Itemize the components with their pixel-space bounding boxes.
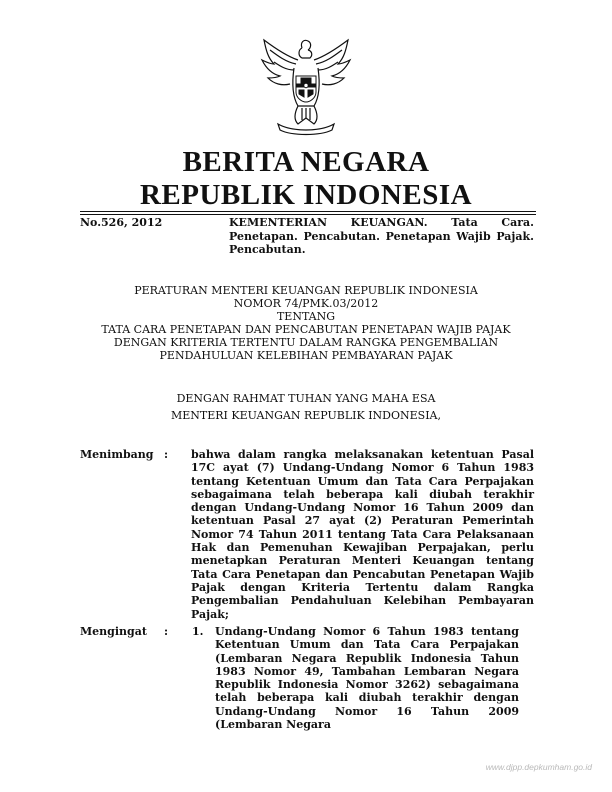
considering-label: Menimbang — [80, 448, 154, 461]
regulation-issuer: PERATURAN MENTERI KEUANGAN REPUBLIK INDONESIA — [134, 284, 478, 297]
minister-line: MENTERI KEUANGAN REPUBLIK INDONESIA, — [170, 409, 442, 422]
footer-url: www.djpp.depkumham.go.id — [485, 762, 592, 772]
gazette-title-line2: REPUBLIK INDONESIA — [139, 179, 473, 211]
recalling-label: Mengingat — [80, 625, 147, 638]
considering-colon: : — [164, 448, 169, 461]
regulation-number: NOMOR 74/PMK.03/2012 — [233, 297, 379, 310]
garuda-emblem-icon — [258, 38, 354, 138]
regulation-about: TENTANG — [276, 310, 336, 323]
gazette-number: No.526, 2012 — [80, 216, 163, 229]
header-divider — [80, 211, 536, 212]
recalling-colon: : — [164, 625, 169, 638]
recalling-item-text: Undang-Undang Nomor 6 Tahun 1983 tentang Ketentuan Umum dan Tata Cara Perpajakan (Lembaran Negara Republik Indonesia Tahun 1983 Nomor 49, Tambahan Lembaran Negara Republik Indonesia Nomor 3262) sebagaimana telah beberapa kali diubah terakhir dengan Undang-Undang Nomor 16 Tahun 2009 (Lembaran Negara — [215, 625, 519, 732]
header-divider — [80, 214, 536, 215]
regulation-subject-line3: PENDAHULUAN KELEBIHAN PEMBAYARAN PAJAK — [159, 349, 453, 362]
regulation-heading — [70, 284, 542, 362]
gazette-title-line1: BERITA NEGARA — [182, 146, 430, 178]
preamble-heading — [70, 390, 542, 424]
recalling-item-number: 1. — [192, 625, 204, 638]
blessing-line: DENGAN RAHMAT TUHAN YANG MAHA ESA — [176, 392, 436, 405]
gazette-description: KEMENTERIAN KEUANGAN. Tata Cara. Penetapan. Pencabutan. Penetapan Wajib Pajak. Pencabutan. — [229, 216, 534, 256]
regulation-subject-line2: DENGAN KRITERIA TERTENTU DALAM RANGKA PENGEMBALIAN — [113, 336, 499, 349]
regulation-subject-line1: TATA CARA PENETAPAN DAN PENCABUTAN PENETAPAN WAJIB PAJAK — [101, 323, 511, 336]
considering-text: bahwa dalam rangka melaksanakan ketentuan Pasal 17C ayat (7) Undang-Undang Nomor 6 Tahun 1983 tentang Ketentuan Umum dan Tata Cara Perpajakan sebagaimana telah beberapa kali diubah terakhir dengan Undang-Undang Nomor 16 Tahun 2009 dan ketentuan Pasal 27 ayat (2) Peraturan Pemerintah Nomor 74 Tahun 2011 tentang Tata Cara Pelaksanaan Hak dan Pemenuhan Kewajiban Perpajakan, perlu menetapkan Peraturan Menteri Keuangan tentang Tata Cara Penetapan dan Pencabutan Penetapan Wajib Pajak dengan Kriteria Tertentu dalam Rangka Pengembalian Pendahuluan Kelebihan Pembayaran Pajak; — [191, 448, 534, 621]
